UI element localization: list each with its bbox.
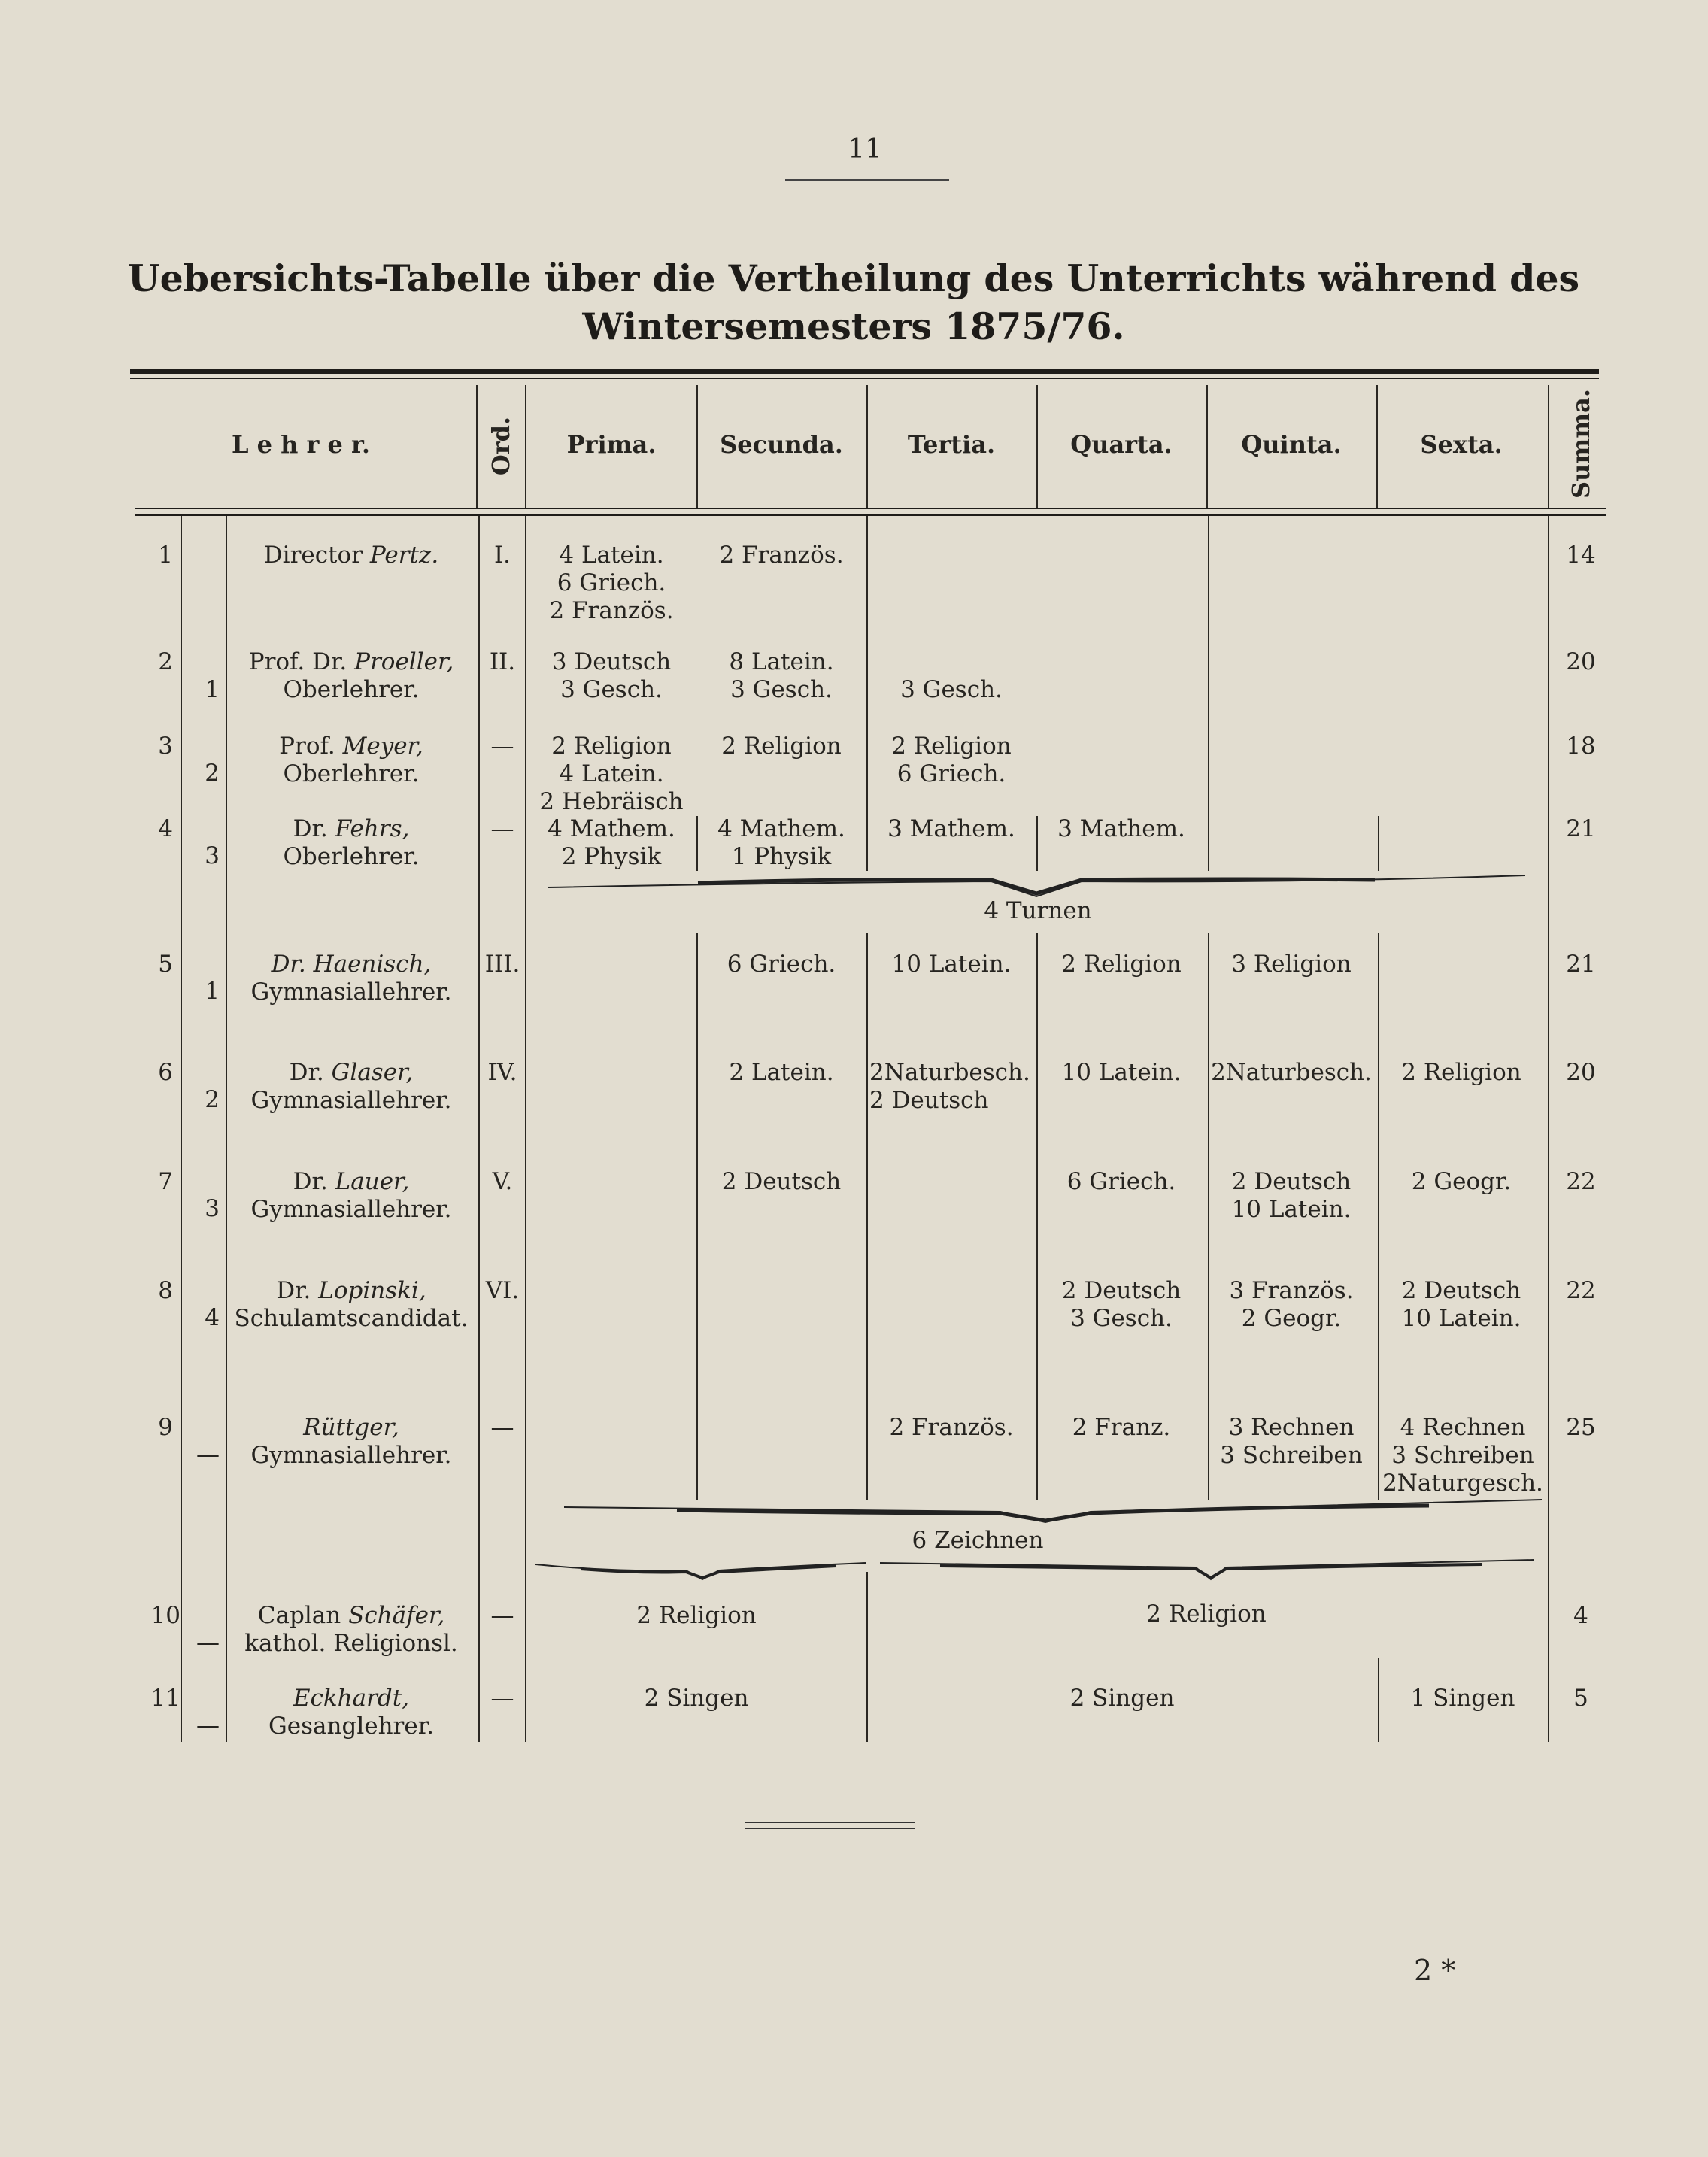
col-line-summa (1548, 516, 1549, 1742)
lesson: 3 Schreiben (1391, 1442, 1534, 1469)
singen-sexta: 1 Singen (1410, 1685, 1515, 1712)
teacher-role: Oberlehrer. (283, 676, 420, 703)
summa-cell: 20 (1566, 1059, 1596, 1086)
title-line-1: Uebersichts-Tabelle über die Vertheilung des Unterrichts während des (127, 256, 1580, 300)
lesson: 2 Geogr. (1241, 1305, 1342, 1332)
row-subnumber: 3 (205, 1195, 220, 1222)
col-line-quinta (1208, 516, 1209, 871)
ord-cell: — (490, 1414, 514, 1441)
row-subnumber: 2 (205, 760, 220, 787)
row-number: 9 (158, 1414, 173, 1441)
sexta-cell (1379, 1414, 1546, 1497)
header-ord (477, 397, 525, 495)
header-bottom-rule-2 (135, 514, 1606, 516)
lesson: 10 Latein. (1401, 1305, 1521, 1332)
teacher-title: Prof. Dr. (248, 648, 347, 675)
summa-cell: 22 (1566, 1277, 1596, 1304)
teacher-title: Director (263, 542, 363, 569)
summa-cell: 25 (1566, 1414, 1596, 1441)
lesson: 6 Griech. (896, 760, 1006, 787)
lesson: 2 Latein. (729, 1059, 834, 1086)
teacher-name: Rüttger, (303, 1414, 399, 1441)
lesson: 6 Griech. (557, 569, 666, 596)
ord-cell: — (490, 815, 514, 842)
lesson: 6 Griech. (1066, 1168, 1176, 1195)
lesson: 3 Gesch. (1070, 1305, 1173, 1332)
row-subnumber: 4 (205, 1304, 220, 1331)
table-top-rule (130, 369, 1599, 374)
row-subnumber: 2 (205, 1086, 220, 1113)
hdr-col-line (1206, 385, 1208, 508)
sexta-cell (1376, 1277, 1546, 1333)
row-number: 3 (158, 733, 173, 760)
row-subnumber: 1 (205, 676, 220, 703)
teacher-role: Gesanglehrer. (268, 1713, 434, 1740)
lesson: 2Naturbesch. (1211, 1059, 1372, 1086)
row-number: 8 (158, 1277, 173, 1304)
hdr-col-line (476, 385, 478, 508)
summa-cell: 22 (1566, 1168, 1596, 1195)
lesson: 10 Latein. (1061, 1059, 1182, 1086)
lesson: 10 Latein. (1231, 1196, 1352, 1223)
summa-cell: 20 (1566, 648, 1596, 675)
lesson: 2 Physik (561, 843, 662, 870)
quinta-cell (1206, 1168, 1376, 1224)
hdr-col-line (525, 385, 526, 508)
row-number: 10 (150, 1602, 181, 1629)
row-subnumber: — (196, 1629, 220, 1656)
lesson: 2 Religion (1061, 951, 1182, 978)
header-summa-label: Summa. (1567, 389, 1595, 499)
teacher-role: Oberlehrer. (283, 760, 420, 787)
tertia-cell (866, 676, 1036, 704)
col-line-tertia (866, 1572, 868, 1742)
summa-cell: 18 (1566, 733, 1596, 760)
teacher-name: Meyer, (342, 733, 423, 760)
lesson: 2 Französ. (719, 542, 844, 569)
teacher-cell (227, 1414, 475, 1470)
footer-signature-mark: 2 * (1414, 1954, 1456, 1987)
prima-cell (526, 815, 696, 871)
teacher-title: Dr. (271, 951, 306, 978)
religion-brace-left (535, 1557, 866, 1582)
teacher-title: Prof. (279, 733, 335, 760)
tertia-cell (866, 1414, 1036, 1442)
row-subnumber: — (196, 1441, 220, 1468)
header-lehrer: L e h r e r. (231, 430, 371, 459)
sexta-cell (1376, 1059, 1546, 1087)
ord-cell: II. (489, 648, 516, 675)
hdr-col-line (1376, 385, 1378, 508)
summa-cell: 4 (1573, 1602, 1588, 1629)
teacher-role: Gymnasiallehrer. (250, 978, 452, 1006)
row-subnumber: 3 (205, 842, 220, 869)
lesson: 3 Schreiben (1220, 1442, 1363, 1469)
prima-cell (526, 542, 696, 625)
page-number: 11 (848, 134, 882, 165)
quarta-cell (1036, 1277, 1206, 1333)
teacher-title: Caplan (257, 1602, 341, 1629)
ord-cell: — (490, 733, 514, 760)
lesson: 3 Religion (1231, 951, 1352, 978)
lesson: 3 Deutsch (551, 648, 672, 675)
page-number-rule (785, 179, 949, 181)
lesson: 2Naturbesch. (869, 1059, 1030, 1086)
religion-prima-secunda: 2 Religion (636, 1602, 757, 1629)
bottom-rule-2 (745, 1828, 915, 1829)
prima-cell (526, 648, 696, 704)
lesson: 4 Latein. (559, 760, 664, 787)
lesson: 1 Physik (731, 843, 832, 870)
lesson: 2 Hebräisch (539, 788, 684, 815)
teacher-name: Haenisch, (313, 951, 432, 978)
lesson: 3 Gesch. (900, 676, 1003, 703)
row-number: 11 (150, 1685, 181, 1712)
teacher-title: Dr. (289, 1059, 324, 1086)
lesson: 10 Latein. (891, 951, 1012, 978)
teacher-cell (227, 1168, 475, 1224)
lesson: 2 Religion (891, 733, 1012, 760)
title-line-2: Wintersemesters 1875/76. (582, 305, 1125, 348)
page-title (113, 254, 1594, 350)
hdr-col-line (696, 385, 698, 508)
row-subnumber: — (196, 1712, 220, 1739)
lesson: 3 Gesch. (560, 676, 663, 703)
teacher-name: Lauer, (335, 1168, 410, 1195)
quinta-cell (1206, 951, 1376, 978)
secunda-cell (696, 542, 866, 569)
lesson: 4 Mathem. (548, 815, 675, 842)
quinta-cell (1206, 1277, 1376, 1333)
lesson: 4 Rechnen (1400, 1414, 1526, 1441)
secunda-cell (696, 648, 866, 704)
quarta-cell (1036, 951, 1206, 978)
col-line-secunda (696, 933, 698, 1500)
lesson: 8 Latein. (729, 648, 834, 675)
tertia-cell (866, 815, 1036, 843)
teacher-name: Eckhardt, (293, 1685, 410, 1712)
teacher-cell (227, 1602, 475, 1658)
sexta-cell (1376, 1168, 1546, 1196)
lesson: 4 Mathem. (717, 815, 845, 842)
teacher-cell (227, 1277, 475, 1333)
lesson: 3 Rechnen (1228, 1414, 1355, 1441)
header-summa (1549, 389, 1612, 499)
lesson: 2 Geogr. (1411, 1168, 1512, 1195)
zeichnen-span: 6 Zeichnen (912, 1527, 1044, 1554)
ord-cell: IV. (487, 1059, 517, 1086)
summa-cell: 21 (1566, 951, 1596, 978)
teacher-name: Glaser, (331, 1059, 414, 1086)
ord-cell: VI. (485, 1277, 520, 1304)
lesson: 2 Franz. (1072, 1414, 1171, 1441)
zeichnen-brace (564, 1497, 1542, 1527)
row-subnumber: 1 (205, 978, 220, 1005)
row-number: 6 (158, 1059, 173, 1086)
teacher-cell (227, 542, 475, 569)
singen-tertia-quinta: 2 Singen (1069, 1685, 1175, 1712)
lesson: 6 Griech. (727, 951, 836, 978)
row-number: 1 (158, 542, 173, 569)
header-quarta: Quarta. (1070, 430, 1173, 459)
turnen-span: 4 Turnen (984, 897, 1092, 924)
teacher-name: Fehrs, (335, 815, 410, 842)
teacher-name: Pertz. (369, 542, 439, 569)
quinta-cell (1206, 1059, 1376, 1087)
teacher-cell (227, 648, 475, 704)
tertia-cell (869, 1059, 1036, 1115)
tertia-cell (866, 951, 1036, 978)
teacher-cell (227, 951, 475, 1006)
header-ord-label: Ord. (487, 416, 515, 476)
header-quinta: Quinta. (1241, 430, 1342, 459)
teacher-role: Gymnasiallehrer. (250, 1087, 452, 1114)
singen-prima-secunda: 2 Singen (644, 1685, 749, 1712)
teacher-title: Dr. (293, 1168, 328, 1195)
secunda-cell (696, 951, 866, 978)
secunda-cell (696, 733, 866, 760)
lesson: 2 Deutsch (1061, 1277, 1182, 1304)
religion-tertia-sexta: 2 Religion (1146, 1600, 1267, 1628)
lesson: 3 Französ. (1229, 1277, 1354, 1304)
summa-cell: 5 (1573, 1685, 1588, 1712)
teacher-name: Schäfer, (348, 1602, 445, 1629)
teacher-title: Dr. (293, 815, 328, 842)
lesson: 2 Deutsch (721, 1168, 842, 1195)
ord-cell: — (490, 1602, 514, 1629)
quarta-cell (1036, 1414, 1206, 1442)
header-bottom-rule (135, 508, 1606, 509)
ord-cell: III. (484, 951, 520, 978)
row-number: 7 (158, 1168, 173, 1195)
header-secunda: Secunda. (720, 430, 843, 459)
secunda-cell (696, 815, 866, 871)
secunda-cell (696, 1059, 866, 1087)
header-sexta: Sexta. (1420, 430, 1503, 459)
teacher-title: Dr. (276, 1277, 311, 1304)
lesson: 3 Mathem. (1057, 815, 1185, 842)
teacher-cell (227, 1685, 475, 1740)
prima-cell (526, 733, 696, 816)
teacher-role: Gymnasiallehrer. (250, 1196, 452, 1223)
row-number: 4 (158, 815, 173, 842)
header-tertia: Tertia. (907, 430, 996, 459)
quarta-cell (1036, 1168, 1206, 1196)
lesson: 2 Deutsch (869, 1087, 989, 1114)
lesson: 2Naturgesch. (1382, 1470, 1543, 1497)
lesson: 2 Deutsch (1231, 1168, 1352, 1195)
teacher-name: Proeller, (354, 648, 454, 675)
ord-cell: — (490, 1685, 514, 1712)
summa-cell: 21 (1566, 815, 1596, 842)
ord-cell: V. (492, 1168, 513, 1195)
col-line-sexta (1378, 816, 1379, 871)
teacher-role: Schulamtscandidat. (234, 1305, 469, 1332)
ord-cell: I. (493, 542, 511, 569)
bottom-rule-1 (745, 1822, 915, 1823)
header-prima: Prima. (566, 430, 657, 459)
teacher-cell (227, 815, 475, 871)
lesson: 2 Deutsch (1401, 1277, 1521, 1304)
lesson: 3 Gesch. (730, 676, 833, 703)
teacher-role: kathol. Religionsl. (244, 1630, 458, 1657)
lesson: 3 Mathem. (887, 815, 1015, 842)
col-line-lehrer (478, 516, 480, 1742)
table-top-rule-thin (130, 378, 1599, 379)
teacher-role: Oberlehrer. (283, 843, 420, 870)
hdr-col-line (1548, 385, 1549, 508)
row-number: 2 (158, 648, 173, 675)
teacher-cell (227, 1059, 475, 1115)
religion-brace-right (880, 1557, 1534, 1582)
lesson: 2 Religion (1401, 1059, 1521, 1086)
quinta-cell (1206, 1414, 1376, 1470)
row-number: 5 (158, 951, 173, 978)
lesson: 2 Religion (551, 733, 672, 760)
summa-cell: 14 (1566, 542, 1596, 569)
lesson: 2 Französ. (889, 1414, 1014, 1441)
quarta-cell (1036, 1059, 1206, 1087)
teacher-cell (227, 733, 475, 788)
teacher-role: Gymnasiallehrer. (250, 1442, 452, 1469)
hdr-col-line (866, 385, 868, 508)
lesson: 4 Latein. (559, 542, 664, 569)
tertia-cell (866, 733, 1036, 788)
teacher-name: Lopinski, (318, 1277, 426, 1304)
hdr-col-line (1036, 385, 1038, 508)
quarta-cell (1036, 815, 1206, 843)
lesson: 2 Religion (721, 733, 842, 760)
secunda-cell (696, 1168, 866, 1196)
lesson: 2 Französ. (549, 597, 674, 624)
